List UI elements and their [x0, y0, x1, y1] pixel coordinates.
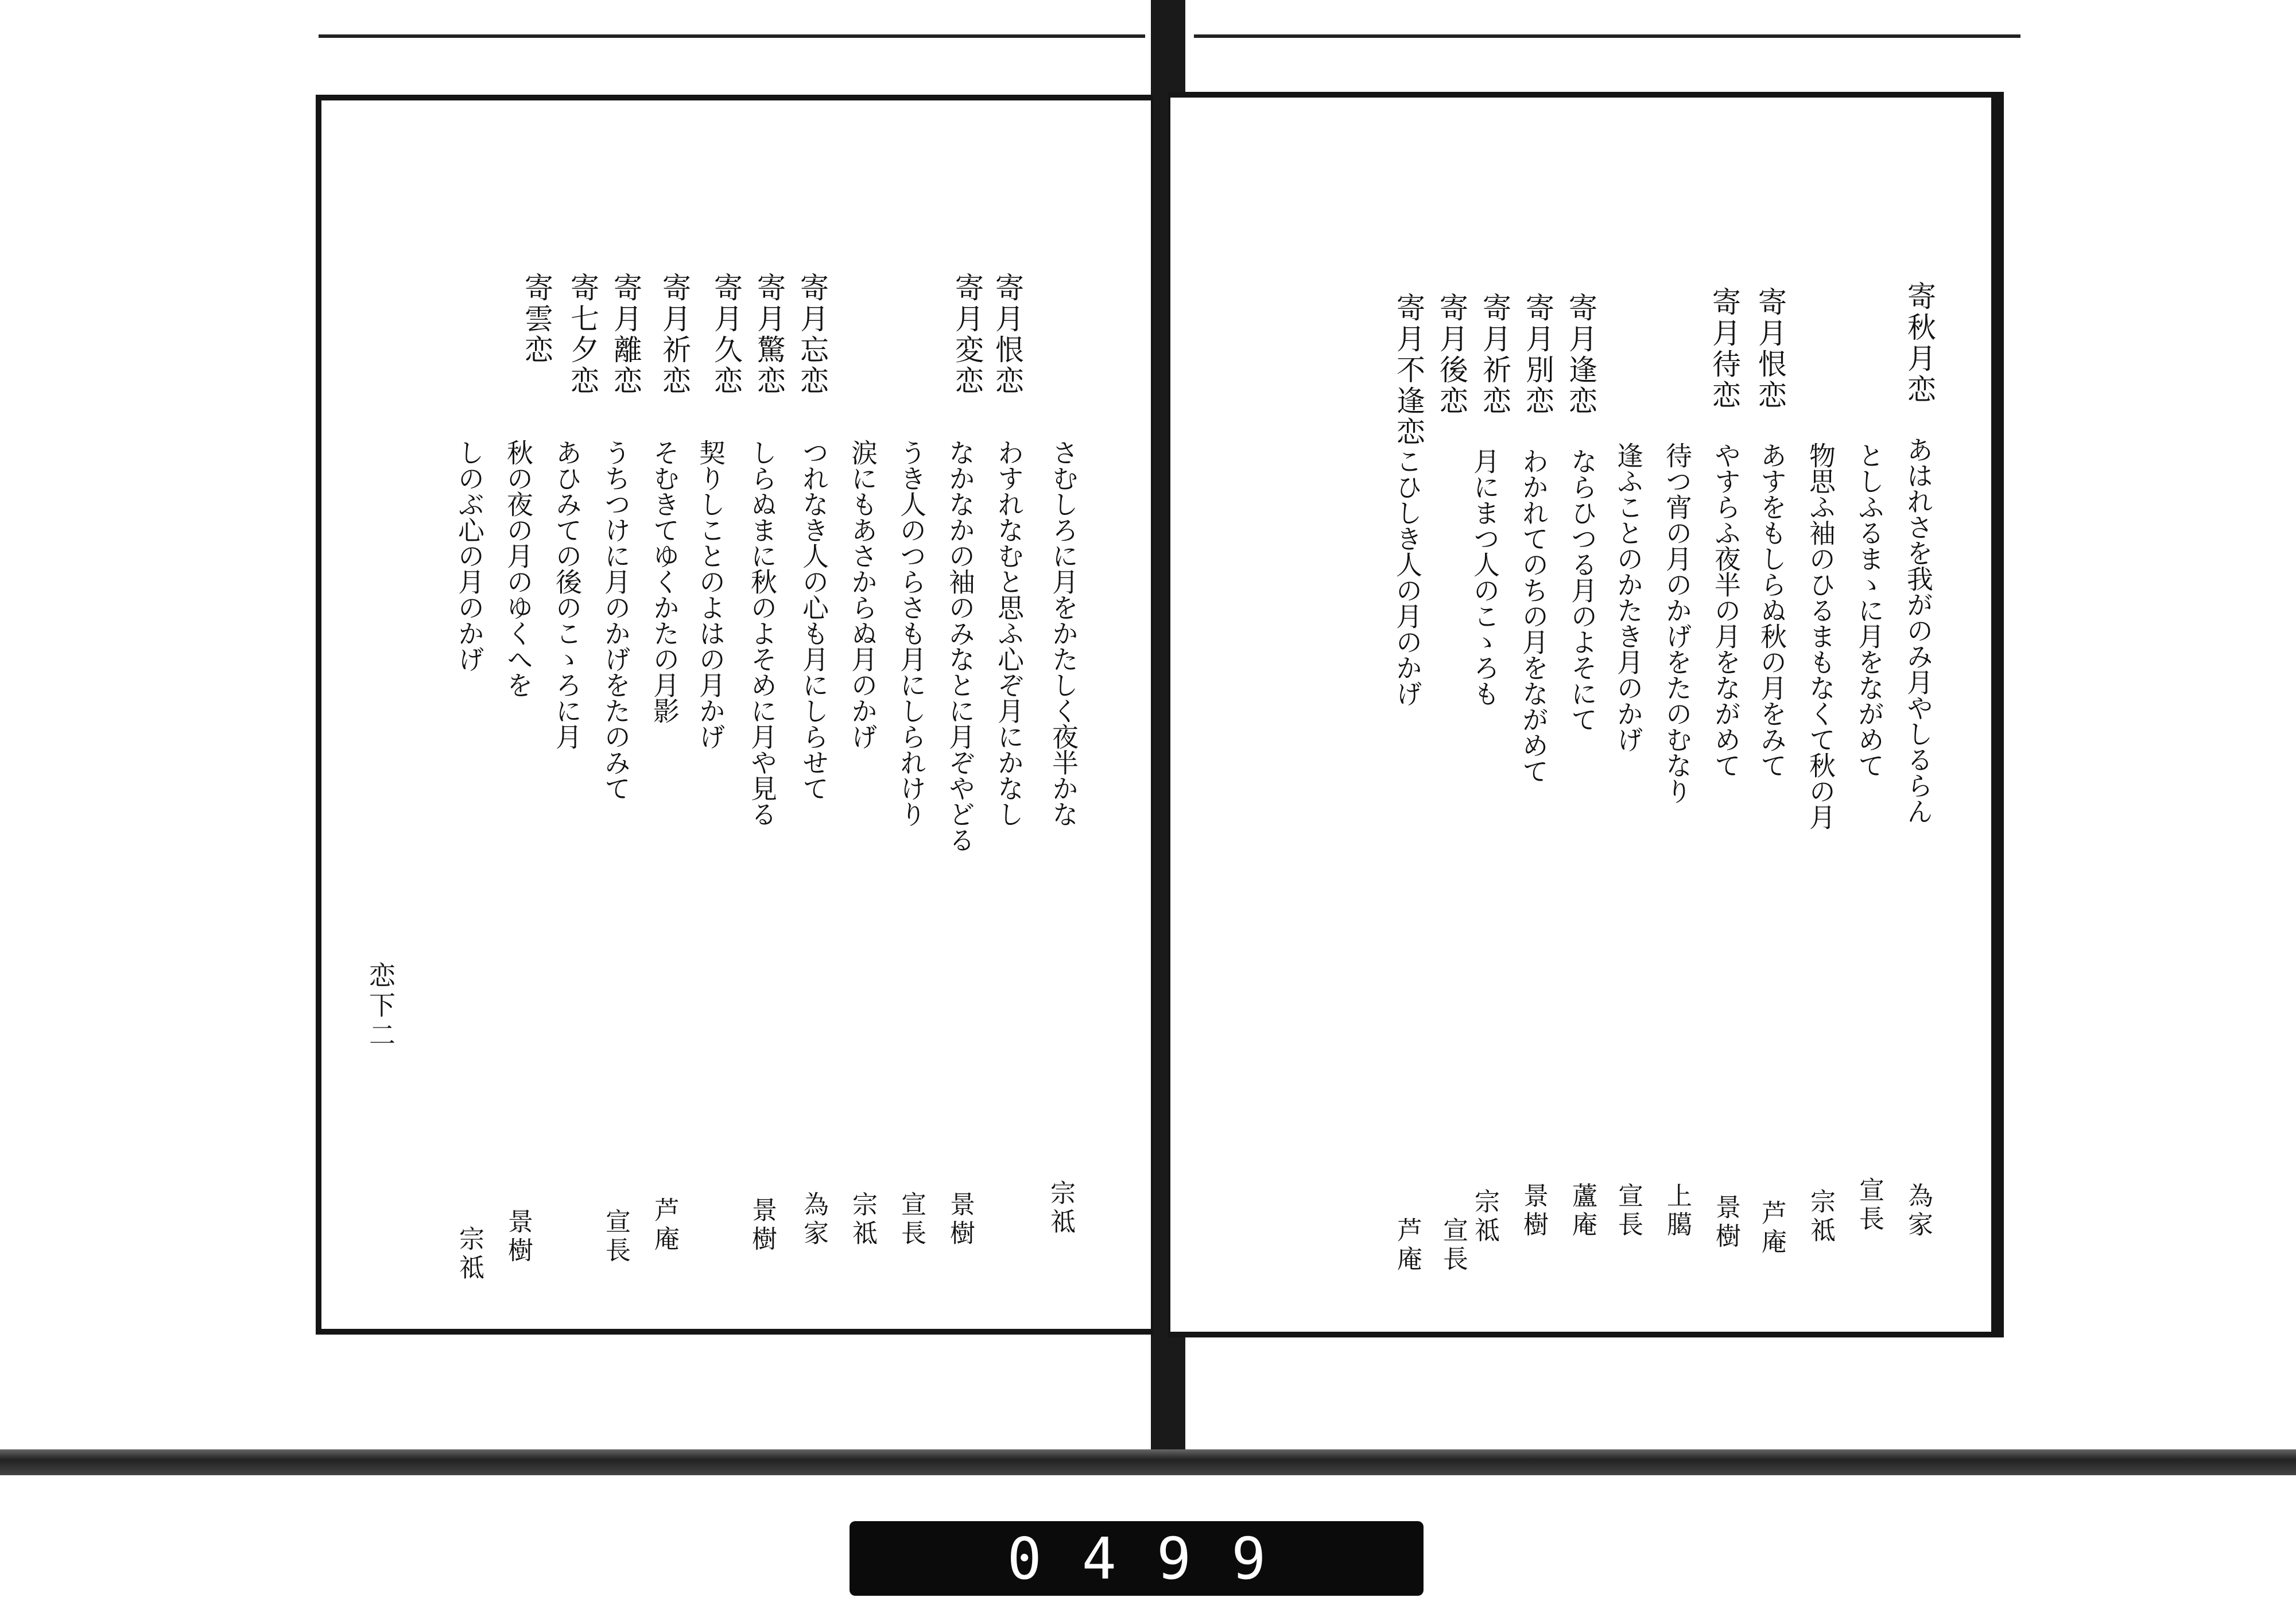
- right-author-8: 蘆庵: [1568, 1182, 1597, 1240]
- right-poem-10: 月にまつ人のこゝろも: [1469, 448, 1500, 706]
- left-poem-13: しのぶ心の月のかげ: [454, 439, 485, 672]
- right-poem-2: としふるまゝに月をながめて: [1854, 442, 1885, 778]
- right-poem-8: ならひつる月のよそにて: [1567, 448, 1598, 732]
- right-top-edge: [1194, 0, 2020, 38]
- right-author-3: 宗祗: [1806, 1188, 1835, 1246]
- right-author-11: 宣長: [1438, 1217, 1468, 1274]
- left-poem-5: 涙にもあさからぬ月のかげ: [847, 439, 878, 749]
- right-title-7: 寄月後恋: [1435, 293, 1468, 417]
- right-poem-7: 逢ふことのかたき月のかげ: [1613, 442, 1644, 752]
- left-poem-10: うちつけに月のかげをたのみて: [600, 439, 631, 801]
- right-author-7: 宣長: [1614, 1182, 1643, 1240]
- right-author-10: 宗祗: [1470, 1188, 1499, 1246]
- right-author-9: 景樹: [1519, 1182, 1548, 1240]
- right-poem-4: あすをもしらぬ秋の月をみて: [1756, 442, 1787, 778]
- left-title-4: 寄月驚恋: [753, 273, 786, 397]
- left-author-9: 景樹: [503, 1208, 533, 1266]
- left-poem-9: そむきてゆくかたの月影: [649, 439, 680, 723]
- archive-page-number: 0499: [1007, 1525, 1306, 1592]
- right-author-4: 芦庵: [1757, 1200, 1786, 1257]
- left-poem-4: うき人のつらさも月にしられけり: [896, 439, 927, 827]
- left-poem-2: わすれなむと思ふ心ぞ月にかなし: [994, 439, 1025, 827]
- left-poem-6: つれなき人の心も月にしらせて: [798, 439, 829, 801]
- right-author-12: 芦庵: [1393, 1217, 1422, 1274]
- left-title-7: 寄月離恋: [609, 273, 642, 397]
- right-title-3: 寄月待恋: [1708, 287, 1741, 411]
- right-title-6: 寄月祈恋: [1478, 293, 1511, 417]
- left-title-3: 寄月忘恋: [796, 273, 829, 397]
- right-title-5: 寄月別恋: [1521, 293, 1554, 417]
- right-poem-11: こひしき人の月のかげ: [1392, 448, 1423, 706]
- right-author-2: 宣長: [1855, 1177, 1884, 1234]
- left-poem-1: さむしろに月をかたしく夜半かな: [1048, 439, 1079, 827]
- right-title-1: 寄秋月恋: [1903, 281, 1936, 405]
- left-title-1: 寄月恨恋: [991, 273, 1024, 397]
- left-author-6: 景樹: [747, 1197, 777, 1254]
- left-author-7: 芦庵: [650, 1197, 679, 1254]
- right-poem-5: やすらふ夜半の月をながめて: [1711, 442, 1742, 778]
- left-title-5: 寄月久恋: [709, 273, 743, 397]
- left-author-8: 宣長: [601, 1208, 630, 1266]
- left-title-9: 寄雲恋: [520, 273, 553, 366]
- left-top-edge: [319, 0, 1145, 38]
- left-author-1: 宗祗: [1046, 1180, 1075, 1237]
- right-page: [1168, 92, 2004, 1337]
- right-title-8: 寄月不逢恋: [1392, 293, 1425, 448]
- left-title-2: 寄月変恋: [951, 273, 984, 397]
- left-author-3: 宣長: [897, 1191, 926, 1248]
- right-author-1: 為家: [1903, 1182, 1933, 1240]
- left-poem-3: なかなかの袖のみなとに月ぞやどる: [945, 439, 976, 852]
- left-poem-8: 契りしことのよはの月かげ: [695, 439, 726, 749]
- page-label: 恋下二: [365, 961, 396, 1051]
- right-title-2: 寄月恨恋: [1754, 287, 1787, 411]
- left-poem-11: あひみての後のこゝろに月: [552, 439, 583, 749]
- left-poem-12: 秋の夜の月のゆくへを: [503, 439, 534, 697]
- right-poem-3: 物思ふ袖のひるまもなくて秋の月: [1805, 442, 1836, 829]
- left-author-4: 宗祗: [848, 1191, 877, 1248]
- left-title-8: 寄七夕恋: [566, 273, 599, 397]
- left-poem-7: しらぬまに秋のよそめに月や見る: [747, 439, 778, 827]
- left-title-6: 寄月祈恋: [658, 273, 691, 397]
- right-poem-1: あはれさを我がのみ月やしるらん: [1903, 436, 1934, 824]
- right-author-6: 上臈: [1662, 1182, 1692, 1240]
- left-author-2: 景樹: [945, 1191, 975, 1248]
- right-author-5: 景樹: [1711, 1194, 1740, 1251]
- right-poem-6: 待つ宵の月のかげをたのむなり: [1662, 442, 1693, 804]
- left-author-5: 為家: [799, 1191, 828, 1248]
- left-page: [316, 95, 1153, 1335]
- bottom-edge: [0, 1449, 2296, 1475]
- left-author-10: 宗祗: [455, 1226, 484, 1283]
- right-poem-9: わかれてのちの月をながめて: [1518, 448, 1549, 784]
- right-title-4: 寄月逢恋: [1564, 293, 1597, 417]
